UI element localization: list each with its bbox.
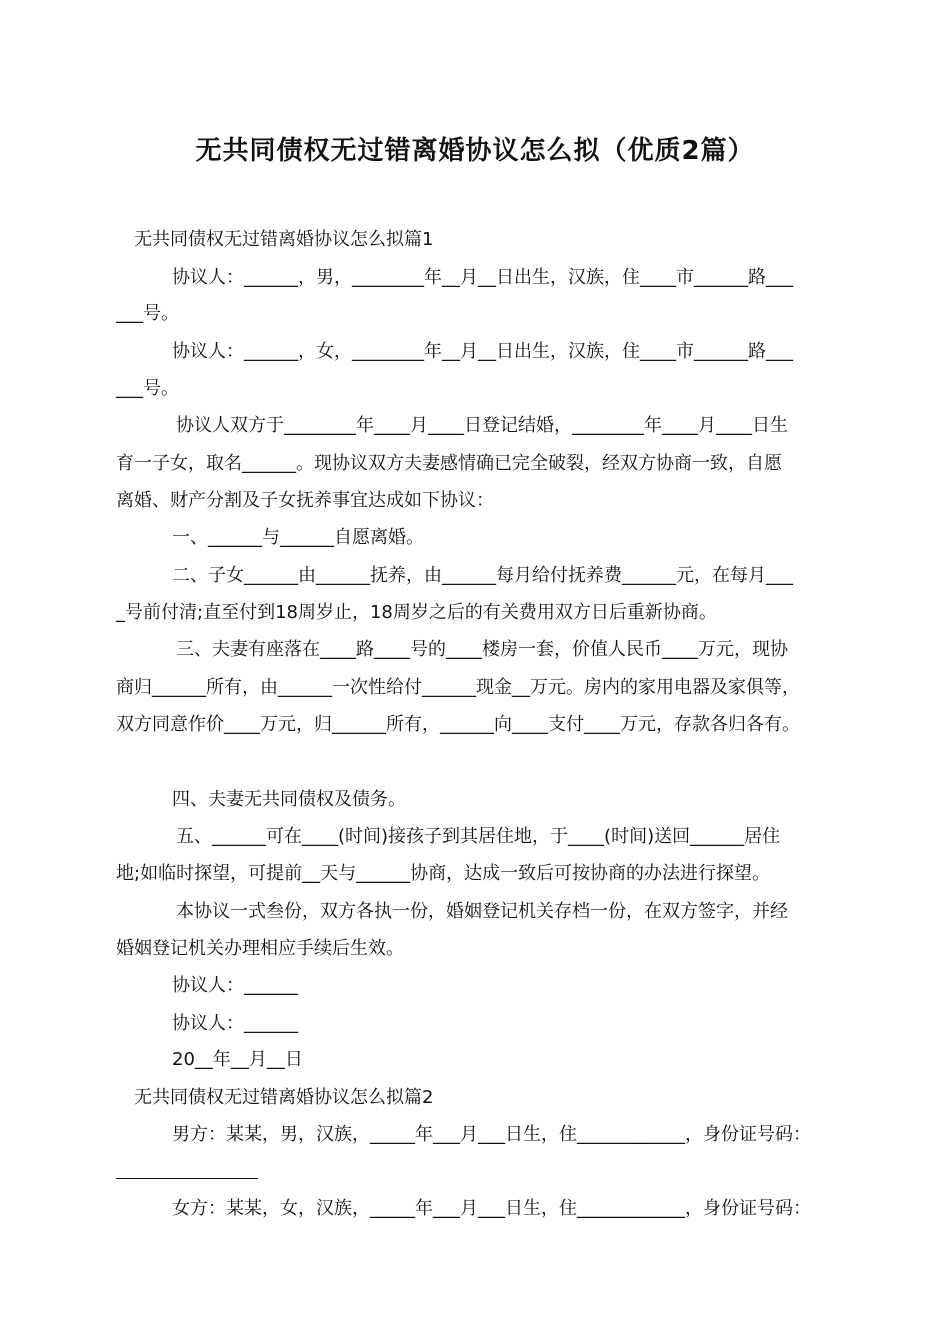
- male-party-line: 男方：某某，男，汉族，_____年___月___日生，住____________，身份证号码：: [172, 1124, 811, 1145]
- section-heading-1: 无共同债权无过错离婚协议怎么拟篇1: [134, 229, 434, 250]
- clause-2-cont: _号前付清;直至付到18周岁止，18周岁之后的有关费用双方日后重新协商。: [116, 602, 717, 623]
- clause-4: 四、夫妻无共同债权及债务。: [172, 789, 406, 810]
- id-number-blank-line: [116, 1178, 258, 1179]
- document-title: 无共同债权无过错离婚协议怎么拟（优质2篇）: [195, 136, 755, 166]
- party-line-1: 协议人：______，男，________年__月__日出生，汉族，住____市______路___: [172, 267, 793, 288]
- clause-3-cont-2: 双方同意作价____万元，归______所有，______向____支付____万元，存款各归各有。: [116, 714, 800, 735]
- date-line: 20__年__月__日: [172, 1049, 303, 1070]
- party-line-2: 协议人：______，女，________年__月__日出生，汉族，住____市______路___: [172, 341, 793, 362]
- clause-5: 五、______可在____(时间)接孩子到其居住地，于____(时间)送回______居住: [176, 826, 781, 847]
- clause-5-cont: 地;如临时探望，可提前__天与______协商，达成一致后可按协商的办法进行探望。: [116, 863, 771, 884]
- paragraph-marriage-cont-1: 育一子女，取名______。现协议双方夫妻感情确已完全破裂，经双方协商一致，自愿: [116, 453, 782, 474]
- paragraph-marriage-cont-2: 离婚、财产分割及子女抚养事宜达成如下协议：: [116, 490, 494, 511]
- signature-line-2: 协议人：______: [172, 1013, 298, 1034]
- clause-3: 三、夫妻有座落在____路____号的____楼房一套，价值人民币____万元，现协: [176, 639, 788, 660]
- party-line-1-cont: ___号。: [116, 303, 179, 324]
- effect-paragraph: 本协议一式叁份，双方各执一份，婚姻登记机关存档一份，在双方签字，并经: [176, 901, 788, 922]
- clause-2: 二、子女______由______抚养，由______每月给付抚养费______元，在每月___: [172, 565, 793, 586]
- clause-3-cont-1: 商归______所有，由______一次性给付______现金__万元。房内的家用电器及家俱等，: [116, 677, 800, 698]
- section-heading-2: 无共同债权无过错离婚协议怎么拟篇2: [134, 1087, 434, 1108]
- signature-line-1: 协议人：______: [172, 975, 298, 996]
- paragraph-marriage: 协议人双方于________年____月____日登记结婚，________年____月____日生: [176, 415, 788, 436]
- female-party-line: 女方：某某，女，汉族，_____年___月___日生，住____________，身份证号码：: [172, 1198, 811, 1219]
- clause-1: 一、______与______自愿离婚。: [172, 527, 424, 548]
- effect-paragraph-cont: 婚姻登记机关办理相应手续后生效。: [116, 938, 404, 959]
- party-line-2-cont: ___号。: [116, 378, 179, 399]
